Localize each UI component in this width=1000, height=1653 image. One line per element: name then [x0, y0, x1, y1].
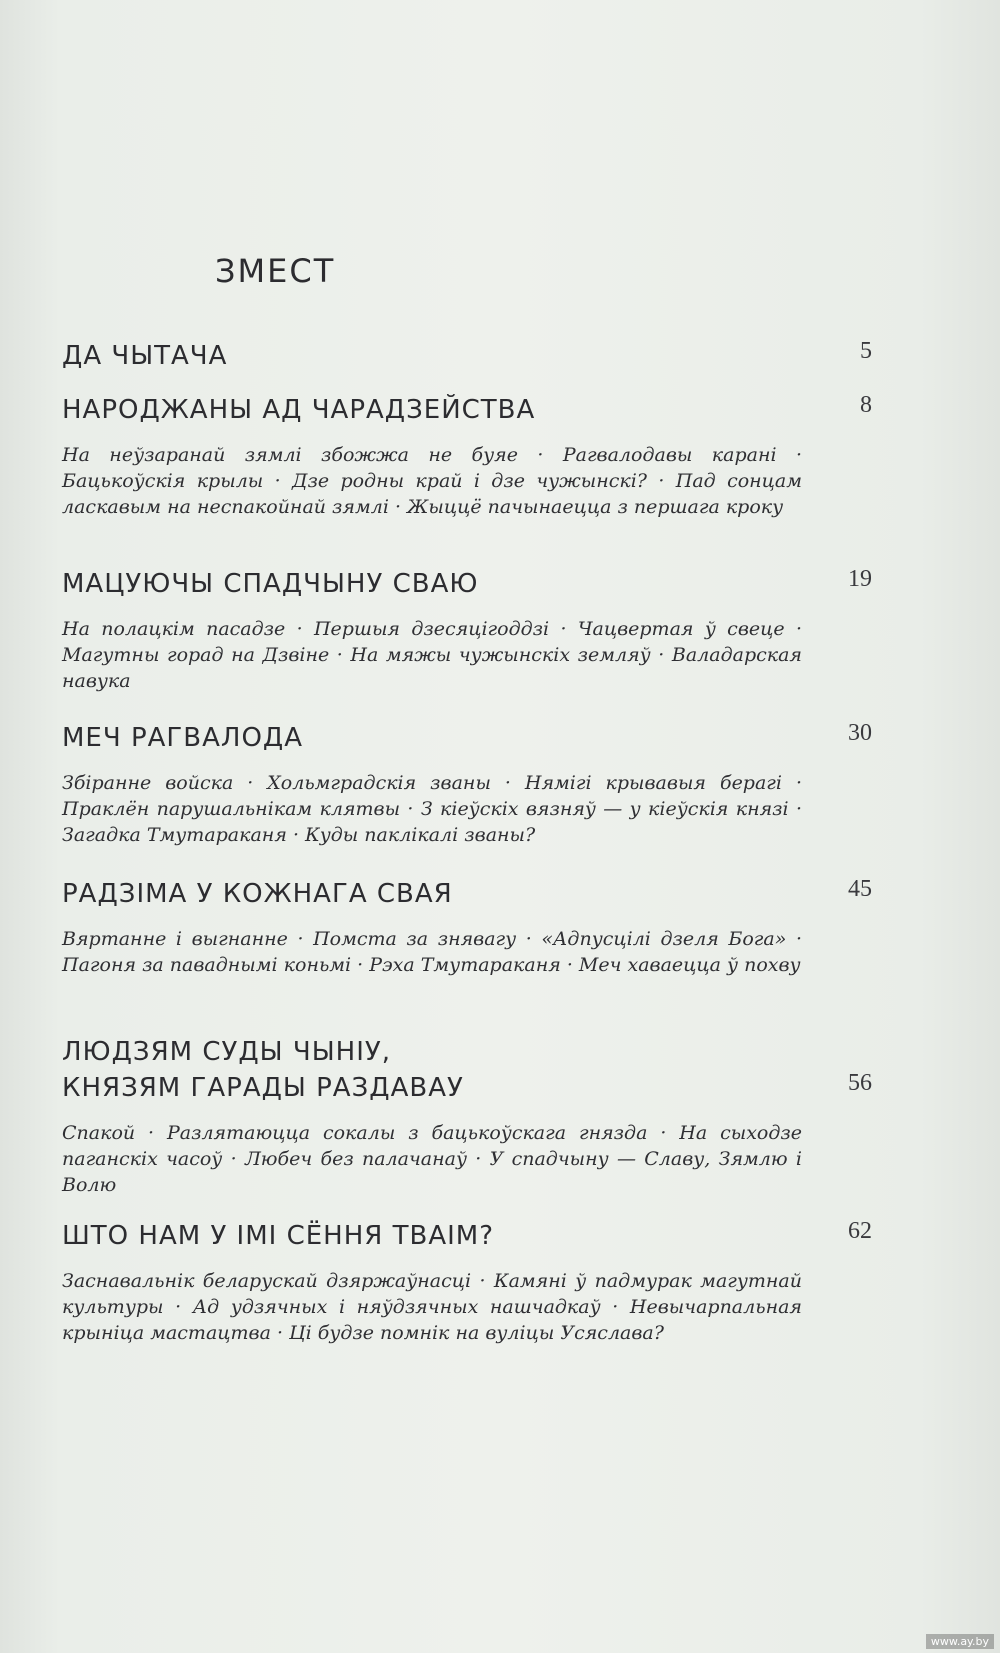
toc-section-6 [62, 1034, 872, 1198]
toc-section-description: На неўзаранай зямлі збожжа не буяе · Рагвалодавы карані · Бацькоўскія крылы · Дзе родны край і дзе чужынскі? · Пад сонцам ласкавым на неспакойнай зямлі · Жыццё пачынаецца з першага кроку [62, 444, 802, 518]
toc-section-1 [62, 338, 872, 374]
toc-section-page: 30 [848, 720, 872, 746]
toc-section-description: Вяртанне і выгнанне · Помста за знявагу · «Адпусцілі дзеля Бога» · Пагоня за паваднымі коньмі · Рэха Тмутараканя · Меч хаваецца ў похву [62, 928, 802, 976]
toc-section-title: МАЦУЮЧЫ СПАДЧЫНУ СВАЮ [62, 569, 479, 599]
toc-section-description: Збіранне войска · Хольмградскія званы · Нямігі крывавыя берагі · Праклён парушальнікам клятвы · З кіеўскіх вязняў — у кіеўскія князі · Загадка Тмутараканя · Куды паклікалі званы? [62, 772, 802, 846]
watermark-url: www.ay.by [926, 1634, 994, 1649]
toc-section-page: 8 [860, 392, 872, 418]
toc-section-title: ЛЮДЗЯМ СУДЫ ЧЫНІУ, КНЯЗЯМ ГАРАДЫ РАЗДАВАУ [62, 1037, 464, 1103]
toc-section-title: МЕЧ РАГВАЛОДА [62, 723, 304, 753]
toc-section-description: На полацкім пасадзе · Першыя дзесяцігоддзі · Чацвертая ў свеце · Магутны горад на Дзвіне · На мяжы чужынскіх земляў · Валадарская навука [62, 618, 802, 692]
toc-section-page: 19 [848, 566, 872, 592]
toc-section-page: 62 [848, 1218, 872, 1244]
toc-section-page: 45 [848, 876, 872, 902]
toc-section-2 [62, 392, 872, 520]
toc-section-page: 56 [848, 1070, 872, 1096]
toc-section-description: Спакой · Разлятаюцца сокалы з бацькоўскага гнязда · На сыходзе паганскіх часоў · Любеч без палачанаў · У спадчыну — Славу, Зямлю і Волю [62, 1122, 802, 1196]
toc-section-title: НАРОДЖАНЫ АД ЧАРАДЗЕЙСТВА [62, 395, 536, 425]
toc-section-3 [62, 566, 872, 694]
toc-section-title: РАДЗІМА У КОЖНАГА СВАЯ [62, 879, 453, 909]
toc-section-5 [62, 876, 872, 978]
toc-section-page: 5 [860, 338, 872, 364]
toc-section-title: ДА ЧЫТАЧА [62, 341, 228, 371]
toc-section-title: ШТО НАМ У ІМІ СЁННЯ ТВАІМ? [62, 1221, 495, 1251]
toc-section-4 [62, 720, 872, 848]
toc-section-description: Заснавальнік беларускай дзяржаўнасці · Камяні ў падмурак магутнай культуры · Ад удзячных і няўдзячных нашчадкаў · Невычарпальная крыніца мастацтва · Ці будзе помнік на вуліцы Усяслава? [62, 1270, 802, 1344]
page-title: ЗМЕСТ [215, 252, 336, 290]
toc-section-7 [62, 1218, 872, 1346]
